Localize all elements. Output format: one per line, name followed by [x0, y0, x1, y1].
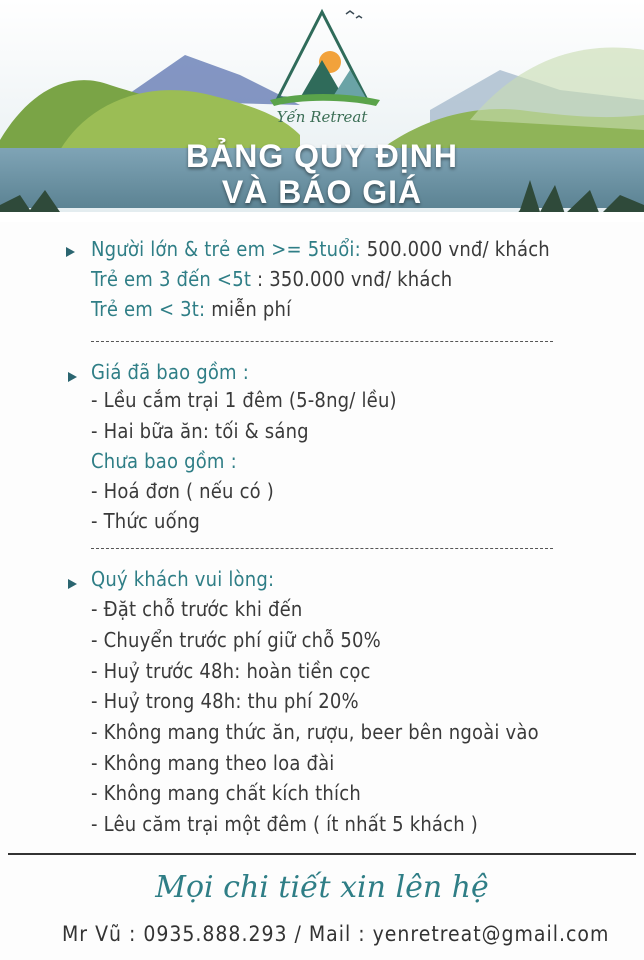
rule-item: - Không mang thức ăn, rượu, beer bên ngoài vào [91, 720, 539, 744]
header-banner [0, 0, 644, 222]
rule-item: - Không mang chất kích thích [91, 781, 361, 805]
arrow-bullet-icon [66, 247, 75, 257]
brand-logo-text: Yến Retreat [276, 108, 368, 126]
rule-item: - Không mang theo loa đài [91, 751, 335, 775]
section-divider [91, 548, 553, 549]
rule-item: - Huỷ trước 48h: hoàn tiền cọc [91, 659, 371, 683]
child-price-line: Trẻ em 3 đến <5t : 350.000 vnđ/ khách [91, 267, 453, 291]
footer-rule [8, 853, 636, 855]
rule-item: - Đặt chỗ trước khi đến [91, 597, 303, 621]
page-title-line-1: BẢNG QUY ĐỊNH [186, 138, 458, 174]
arrow-bullet-icon [68, 579, 77, 589]
contact-details: Mr Vũ : 0935.888.293 / Mail : yenretreat@gmail.com [62, 922, 610, 946]
page-title-line-2: VÀ BÁO GIÁ [221, 174, 423, 210]
rules-heading: Quý khách vui lòng: [91, 567, 275, 591]
arrow-bullet-icon [68, 372, 77, 382]
excluded-item: - Hoá đơn ( nếu có ) [91, 479, 275, 503]
section-divider [91, 341, 553, 342]
included-heading: Giá đã bao gồm : [91, 360, 249, 384]
rule-item: - Huỷ trong 48h: thu phí 20% [91, 689, 359, 713]
infant-price-line: Trẻ em < 3t: miễn phí [91, 297, 292, 321]
rule-item: - Lêu căm trại một đêm ( ít nhất 5 khách ) [91, 812, 478, 836]
rule-item: - Chuyển trước phí giữ chỗ 50% [91, 628, 381, 652]
included-item: - Lều cắm trại 1 đêm (5-8ng/ lều) [91, 388, 397, 412]
adult-price-line: Người lớn & trẻ em >= 5tuổi: 500.000 vnđ/ khách [91, 237, 550, 261]
excluded-heading: Chưa bao gồm : [91, 449, 237, 473]
contact-heading: Mọi chi tiết xin lên hệ [155, 870, 489, 905]
excluded-item: - Thức uống [91, 509, 201, 533]
included-item: - Hai bữa ăn: tối & sáng [91, 419, 309, 443]
